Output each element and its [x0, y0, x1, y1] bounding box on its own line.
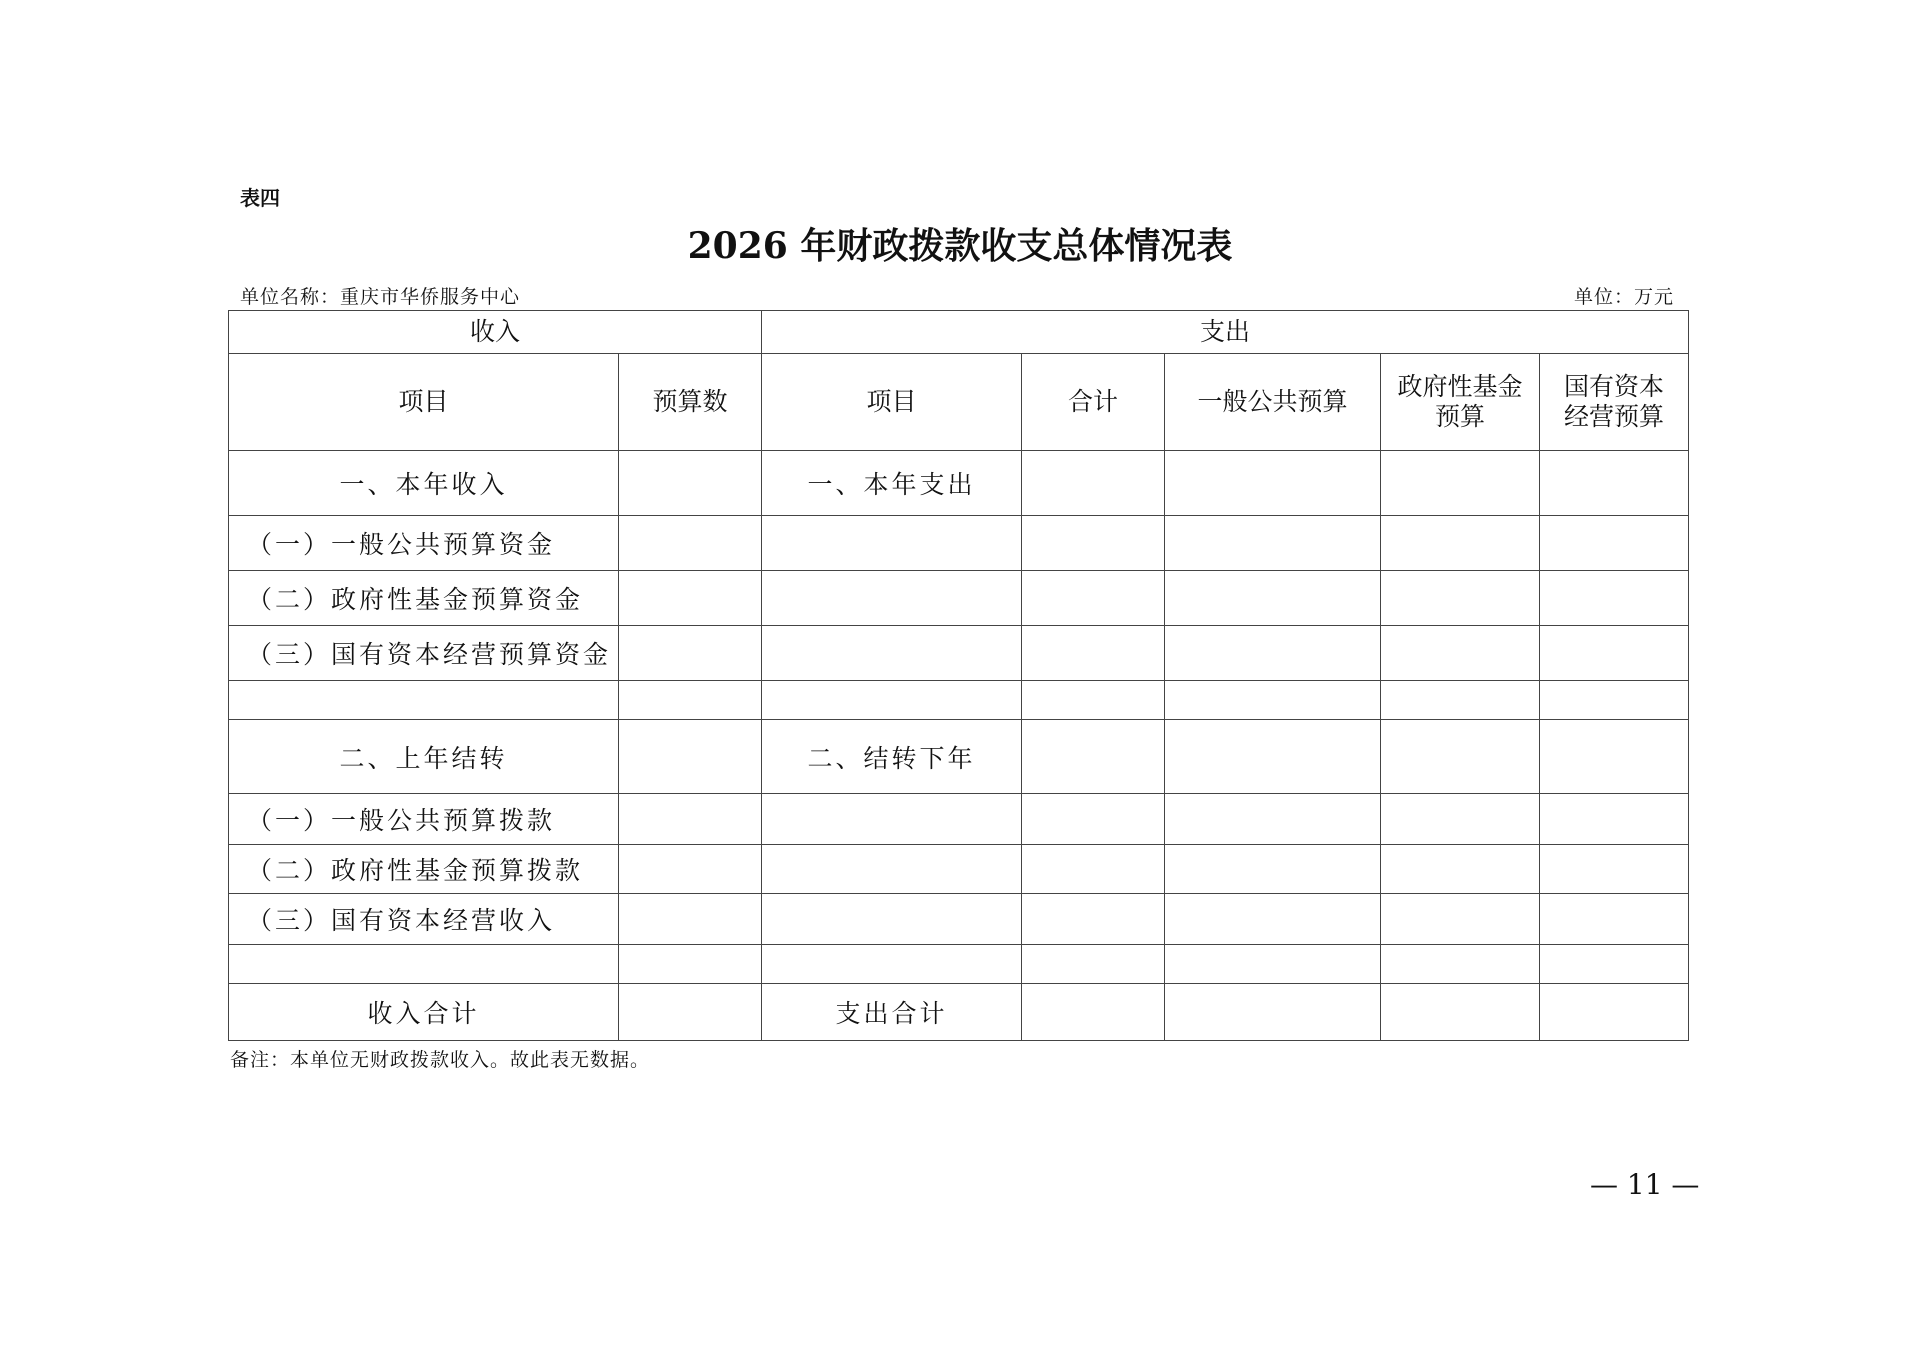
budget-table: [228, 310, 1689, 1041]
table-cell: [1022, 681, 1165, 720]
table-cell: [1540, 984, 1689, 1041]
table-cell: [1540, 571, 1689, 626]
footnote: 备注：本单位无财政拨款收入。故此表无数据。: [230, 1049, 651, 1071]
header-expense-item: 项目: [762, 354, 1022, 451]
table-label: 表四: [240, 186, 280, 210]
table-cell: [762, 516, 1022, 571]
table-cell: [1540, 451, 1689, 516]
header-income-item: 项目: [229, 354, 619, 451]
table-cell: [762, 945, 1022, 984]
table-cell: 收入合计: [229, 984, 619, 1041]
table-cell: [619, 571, 762, 626]
table-cell: [1381, 894, 1540, 945]
table-cell: [1540, 720, 1689, 794]
table-cell: [1022, 571, 1165, 626]
table-cell: [229, 681, 619, 720]
table-row: [229, 626, 1689, 681]
table-cell: [1022, 451, 1165, 516]
table-cell: [1381, 720, 1540, 794]
table-cell: [1022, 845, 1165, 894]
table-cell: 支出合计: [762, 984, 1022, 1041]
table-cell: [1381, 984, 1540, 1041]
table-cell: [619, 516, 762, 571]
table-cell: [762, 681, 1022, 720]
table-cell: [619, 894, 762, 945]
table-cell: 一、本年支出: [762, 451, 1022, 516]
page-number: — 11 —: [1590, 1168, 1700, 1201]
table-row: [229, 945, 1689, 984]
table-cell: （三）国有资本经营预算资金: [229, 626, 619, 681]
table-cell: [762, 794, 1022, 845]
header-fund-budget: 政府性基金预算: [1381, 354, 1540, 451]
table-cell: [1165, 571, 1381, 626]
table-cell: [762, 845, 1022, 894]
header-general-budget: 一般公共预算: [1165, 354, 1381, 451]
table-cell: [619, 845, 762, 894]
table-cell: [1381, 945, 1540, 984]
table-cell: [1022, 984, 1165, 1041]
table-cell: [1381, 845, 1540, 894]
table-cell: 二、上年结转: [229, 720, 619, 794]
table-row: [229, 794, 1689, 845]
table-cell: [229, 945, 619, 984]
table-cell: [1165, 845, 1381, 894]
header-total: 合计: [1022, 354, 1165, 451]
table-cell: [762, 626, 1022, 681]
table-cell: [762, 571, 1022, 626]
table-cell: [619, 984, 762, 1041]
table-cell: [1165, 794, 1381, 845]
table-cell: （二）政府性基金预算资金: [229, 571, 619, 626]
table-cell: [1381, 681, 1540, 720]
table-cell: [619, 451, 762, 516]
table-cell: [1381, 451, 1540, 516]
table-cell: [619, 720, 762, 794]
table-cell: [619, 681, 762, 720]
table-row: [229, 845, 1689, 894]
table-cell: （一）一般公共预算拨款: [229, 794, 619, 845]
header-income-budget: 预算数: [619, 354, 762, 451]
table-cell: （二）政府性基金预算拨款: [229, 845, 619, 894]
table-cell: [1540, 516, 1689, 571]
table-cell: [1022, 794, 1165, 845]
table-cell: [1165, 894, 1381, 945]
table-cell: [1022, 894, 1165, 945]
table-row: [229, 571, 1689, 626]
expense-group-header: 支出: [762, 311, 1689, 354]
header-state-capital-budget: 国有资本经营预算: [1540, 354, 1689, 451]
table-cell: [762, 894, 1022, 945]
table-cell: [1540, 945, 1689, 984]
table-cell: （三）国有资本经营收入: [229, 894, 619, 945]
table-cell: [1381, 626, 1540, 681]
table-row: [229, 720, 1689, 794]
unit-label: 单位：万元: [1573, 286, 1674, 308]
table-row: [229, 516, 1689, 571]
table-row: [229, 984, 1689, 1041]
table-cell: [1381, 794, 1540, 845]
table-cell: [1540, 681, 1689, 720]
table-cell: [619, 794, 762, 845]
table-cell: 二、结转下年: [762, 720, 1022, 794]
table-cell: [1022, 516, 1165, 571]
table-cell: [619, 626, 762, 681]
table-cell: [1165, 626, 1381, 681]
table-cell: [1540, 626, 1689, 681]
table-cell: [1540, 794, 1689, 845]
table-cell: [1381, 516, 1540, 571]
table-row: [229, 681, 1689, 720]
table-cell: [1022, 720, 1165, 794]
table-cell: [1540, 845, 1689, 894]
table-cell: [1381, 571, 1540, 626]
table-cell: [1022, 945, 1165, 984]
table-cell: [1165, 516, 1381, 571]
table-cell: [619, 945, 762, 984]
table-cell: [1165, 720, 1381, 794]
table-cell: [1165, 451, 1381, 516]
income-group-header: 收入: [229, 311, 762, 354]
table-cell: （一）一般公共预算资金: [229, 516, 619, 571]
table-cell: [1165, 984, 1381, 1041]
table-row: [229, 894, 1689, 945]
table-cell: [1165, 945, 1381, 984]
unit-name: 单位名称：重庆市华侨服务中心: [240, 286, 521, 308]
page-title: 2026 年财政拨款收支总体情况表: [687, 225, 1233, 267]
table-cell: [1022, 626, 1165, 681]
table-row: [229, 451, 1689, 516]
table-cell: [1165, 681, 1381, 720]
table-cell: 一、本年收入: [229, 451, 619, 516]
table-cell: [1540, 894, 1689, 945]
